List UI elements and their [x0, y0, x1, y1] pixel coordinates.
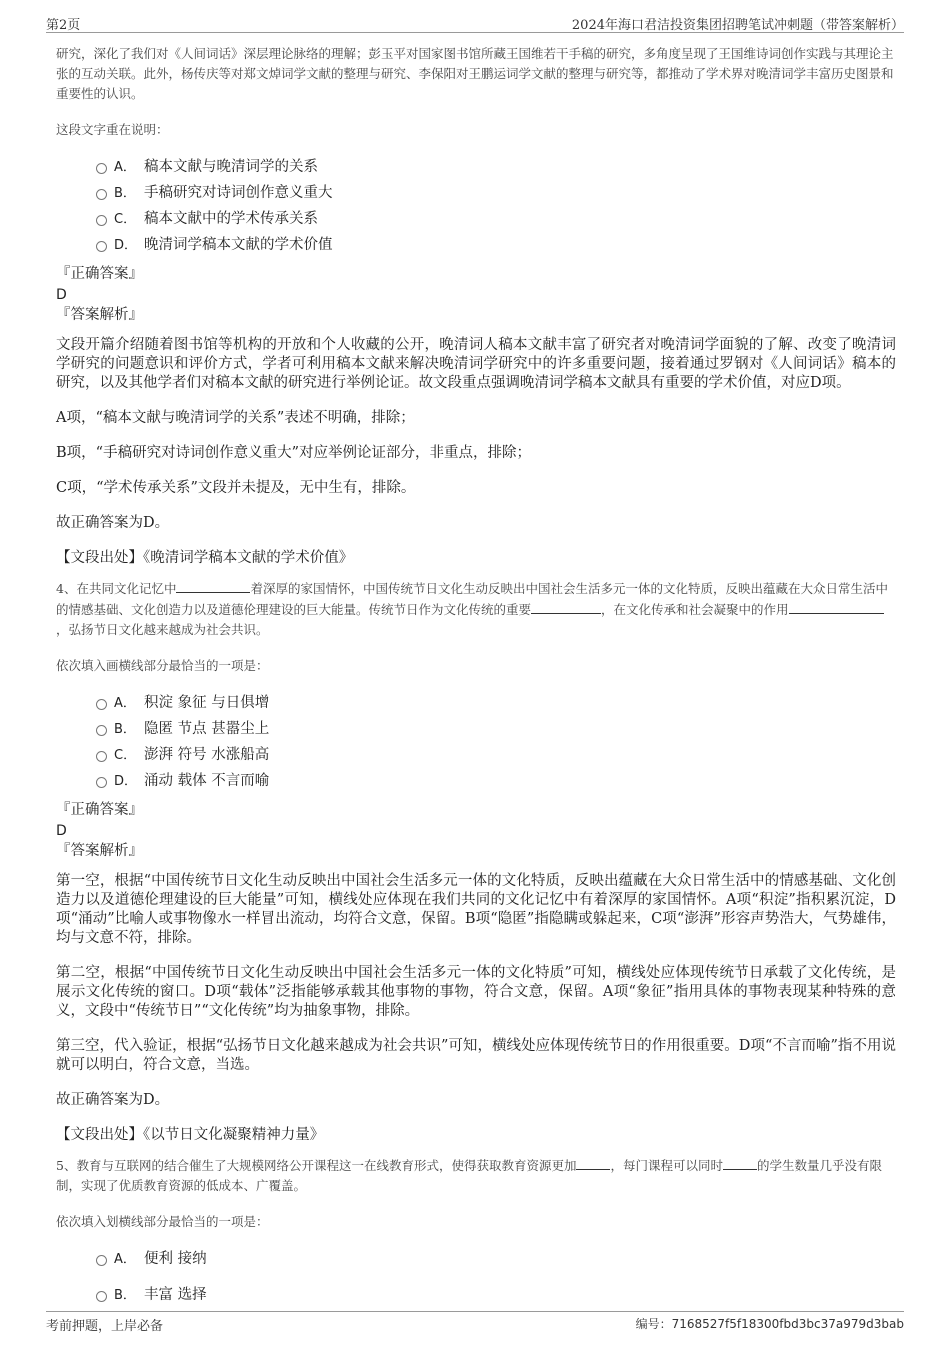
options-list [96, 154, 896, 258]
question-5 [56, 1155, 896, 1308]
passage-text: 4、在共同文化记忆中 着深厚的家国情怀，中国传统节日文化生动反映出中国社会生活多元一体的文化特质，反映出蕴藏在大众日常生活中的情感基础、文化创造力以及道德伦理建设的巨大能量。传统节日作为文化传统的重要 ，在文化传承和社会凝聚中的作用，弘扬节日文化越来越成为社会共识。 [56, 578, 896, 640]
page-header [46, 12, 904, 33]
option-c[interactable]: C． 稿本文献中的学术传承关系 [96, 206, 896, 232]
page-footer [46, 1311, 904, 1334]
analysis-paragraph: 故正确答案为D。 [56, 1092, 170, 1108]
document-body [56, 44, 896, 1314]
radio-button[interactable] [96, 163, 107, 174]
answer-heading: 『正确答案』 [56, 802, 143, 818]
fill-blank [789, 599, 884, 614]
fill-blank [723, 1155, 757, 1170]
radio-button[interactable] [96, 1291, 107, 1302]
radio-button[interactable] [96, 241, 107, 252]
analysis-heading: 『答案解析』 [56, 307, 143, 323]
radio-button[interactable] [96, 777, 107, 788]
analysis-paragraph: 第三空，代入验证，根据“弘扬节日文化越来越成为社会共识”可知，横线处应体现传统节日的作用很重要。D项“不言而喻”指不用说就可以明白，符合文意，当选。 [56, 1038, 896, 1073]
question-prompt: 依次填入画横线部分最恰当的一项是： [56, 658, 269, 673]
analysis-paragraph: 故正确答案为D。 [56, 515, 170, 531]
option-d[interactable]: D． 涌动 载体 不言而喻 [96, 768, 896, 794]
option-b[interactable]: B． 隐匿 节点 甚嚣尘上 [96, 716, 896, 742]
radio-button[interactable] [96, 699, 107, 710]
question-prompt: 这段文字重在说明： [56, 122, 169, 137]
analysis-paragraph: C项，“学术传承关系”文段并未提及，无中生有，排除。 [56, 480, 416, 496]
document-title: 2024年海口君洁投资集团招聘笔试冲刺题（带答案解析） [571, 18, 904, 33]
option-c[interactable]: C． 澎湃 符号 水涨船高 [96, 742, 896, 768]
analysis-paragraph: 第一空，根据“中国传统节日文化生动反映出中国社会生活多元一体的文化特质，反映出蕴藏在大众日常生活中的情感基础、文化创造力以及道德伦理建设的巨大能量”可知，横线处应体现在我们共同的文化记忆中有着深厚的家国情怀。A项“积淀”指积累沉淀，D项“涌动”比喻人或事物像水一样冒出流动，均符合文意，保留。B项“隐匿”指隐瞒或躲起来，C项“澎湃”形容声势浩大，气势雄伟，均与文意不符，排除。 [56, 873, 896, 946]
radio-button[interactable] [96, 1255, 107, 1266]
option-a[interactable]: A． 积淀 象征 与日俱增 [96, 690, 896, 716]
analysis-paragraph: 文段开篇介绍随着图书馆等机构的开放和个人收藏的公开，晚清词人稿本文献丰富了研究者对晚清词学面貌的了解、改变了晚清词学研究的问题意识和评价方式，学者可利用稿本文献来解决晚清词学研究中的许多重要问题，接着通过罗钢对《人间词话》稿本的研究，以及其他学者们对稿本文献的研究进行举例论证。故文段重点强调晚清词学稿本文献具有重要的学术价值，对应D项。 [56, 337, 896, 391]
fill-blank [576, 1155, 610, 1170]
correct-answer: D [56, 823, 67, 839]
option-a[interactable]: A． 便利 接纳 [96, 1246, 896, 1282]
option-b[interactable]: B． 丰富 选择 [96, 1282, 896, 1308]
answer-heading: 『正确答案』 [56, 266, 143, 282]
option-b[interactable]: B． 手稿研究对诗词创作意义重大 [96, 180, 896, 206]
question-4 [56, 578, 896, 1145]
radio-button[interactable] [96, 751, 107, 762]
source-citation: 【文段出处】《晚清词学稿本文献的学术价值》 [56, 550, 354, 566]
question-prompt: 依次填入划横线部分最恰当的一项是： [56, 1214, 269, 1229]
question-3 [56, 44, 896, 568]
fill-blank [531, 599, 601, 614]
analysis-paragraph: B项，“手稿研究对诗词创作意义重大”对应举例论证部分，非重点，排除； [56, 445, 531, 461]
analysis-heading: 『答案解析』 [56, 843, 143, 859]
option-a[interactable]: A． 稿本文献与晚清词学的关系 [96, 154, 896, 180]
page-number: 第2页 [46, 18, 81, 33]
options-list [96, 690, 896, 794]
document-id: 编号：7168527f5f18300fbd3bc37a979d3bab [635, 1317, 904, 1331]
source-citation: 【文段出处】《以节日文化凝聚精神力量》 [56, 1127, 325, 1143]
radio-button[interactable] [96, 725, 107, 736]
footer-slogan: 考前押题，上岸必备 [46, 1319, 164, 1334]
passage-text: 5、教育与互联网的结合催生了大规模网络公开课程这一在线教育形式，使得获取教育资源更加 ，每门课程可以同时 的学生数量几乎没有限制，实现了优质教育资源的低成本、广覆盖。 [56, 1155, 896, 1196]
options-list [96, 1246, 896, 1308]
radio-button[interactable] [96, 189, 107, 200]
analysis-paragraph: 第二空，根据“中国传统节日文化生动反映出中国社会生活多元一体的文化特质”可知，横线处应体现传统节日承载了文化传统，是展示文化传统的窗口。D项“载体”泛指能够承载其他事物的事物，符合文意，保留。A项“象征”指用具体的事物表现某种特殊的意义，文段中“传统节日”“文化传统”均为抽象事物，排除。 [56, 965, 896, 1019]
radio-button[interactable] [96, 215, 107, 226]
passage-text: 研究，深化了我们对《人间词话》深层理论脉络的理解；彭玉平对国家图书馆所藏王国维若干手稿的研究，多角度呈现了王国维诗词创作实践与其理论主张的互动关联。此外，杨传庆等对郑文焯词学文献的整理与研究、李保阳对王鹏运词学文献的整理与研究等，都推动了学术界对晚清词学丰富历史图景和重要性的认识。 [56, 46, 894, 101]
correct-answer: D [56, 287, 67, 303]
fill-blank [176, 578, 250, 593]
option-d[interactable]: D． 晚清词学稿本文献的学术价值 [96, 232, 896, 258]
analysis-paragraph: A项，“稿本文献与晚清词学的关系”表述不明确，排除； [56, 410, 415, 426]
